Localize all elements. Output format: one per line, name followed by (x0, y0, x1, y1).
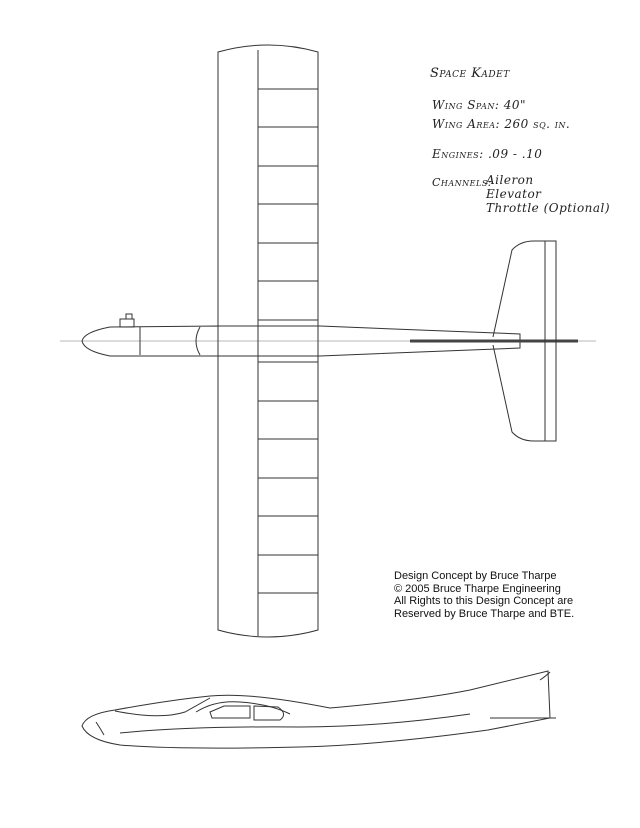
plan-title: Space Kadet (430, 66, 510, 81)
wing-span-spec: Wing Span: 40" (432, 98, 526, 112)
credit-line: Design Concept by Bruce Tharpe (394, 570, 557, 582)
channels-list (486, 173, 610, 215)
credit-line: © 2005 Bruce Tharpe Engineering (394, 582, 561, 595)
side-view (82, 671, 556, 748)
credits-block (394, 570, 574, 620)
channel-item: Elevator (486, 187, 542, 201)
channel-item: Aileron (486, 173, 534, 187)
channels-label: Channels: (432, 176, 493, 189)
wing-area-spec: Wing Area: 260 sq. in. (432, 117, 571, 131)
credit-line: Reserved by Bruce Tharpe and BTE. (394, 607, 575, 620)
engines-spec: Engines: .09 - .10 (432, 147, 543, 161)
credit-line: All Rights to this Design Concept are (394, 595, 574, 607)
fuselage-top-view (82, 314, 578, 356)
channel-item: Throttle (Optional) (486, 201, 611, 215)
